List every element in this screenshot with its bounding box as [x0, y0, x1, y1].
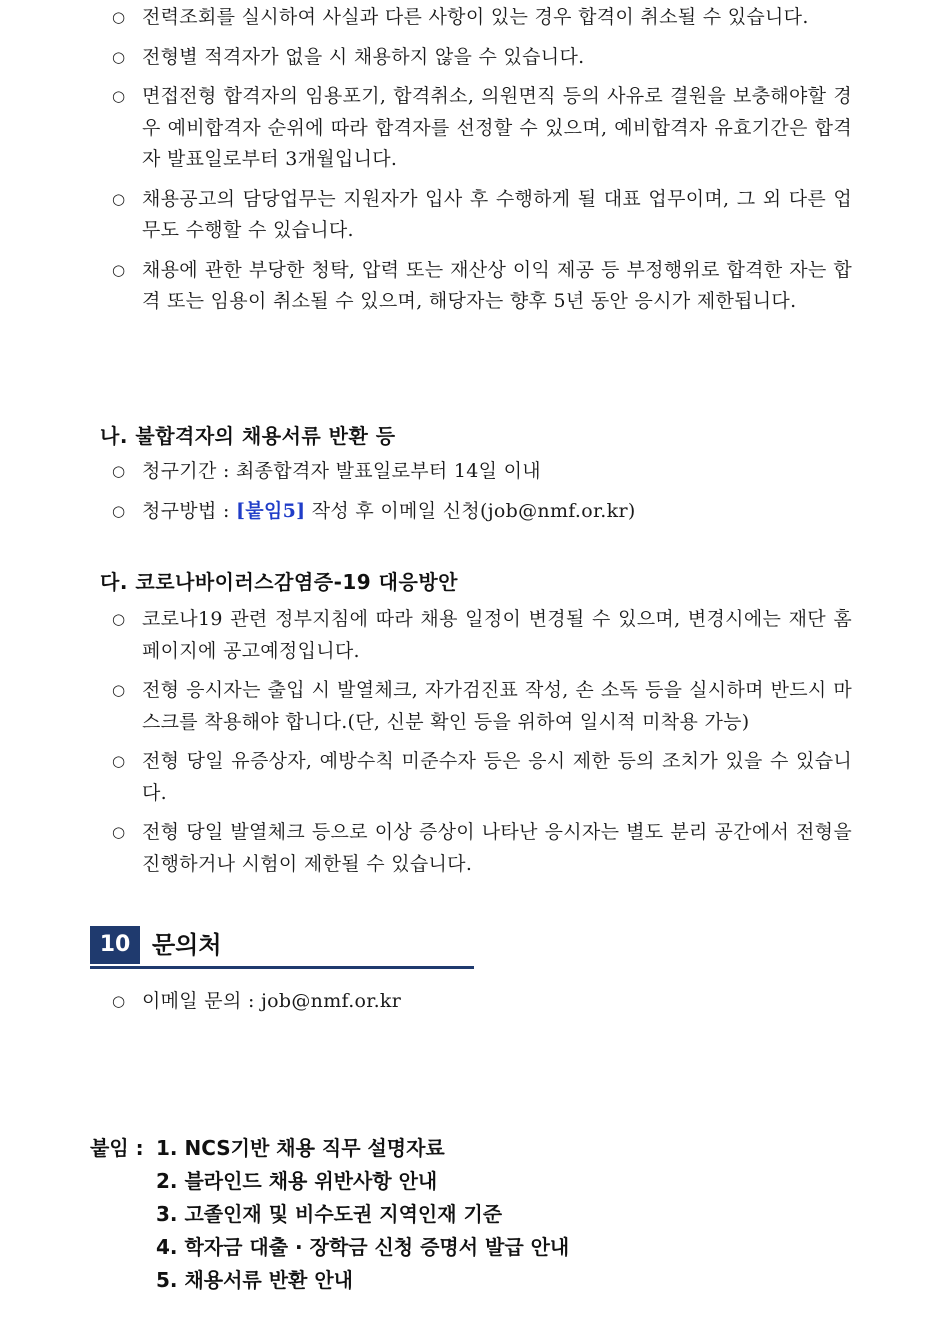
circle-bullet-icon: ○ — [112, 610, 126, 628]
contact-list — [112, 986, 852, 1026]
attachment-item: 5. 채용서류 반환 안내 — [156, 1268, 353, 1292]
chapter-title: 문의처 — [152, 931, 222, 959]
claim-period-item — [112, 456, 852, 488]
notice-bullet — [112, 42, 852, 74]
covid-bullet — [112, 675, 852, 738]
attachment-reference: [붙임5] — [236, 499, 306, 522]
notice-bullet — [112, 255, 852, 318]
attachment-item: 3. 고졸인재 및 비수도권 지역인재 기준 — [156, 1202, 503, 1226]
circle-bullet-icon: ○ — [112, 462, 126, 480]
attachment-item: 2. 블라인드 채용 위반사항 안내 — [156, 1169, 438, 1193]
claim-method-prefix: 청구방법 : — [142, 499, 236, 522]
contact-email-text: 이메일 문의 : job@nmf.or.kr — [142, 990, 402, 1012]
circle-bullet-icon: ○ — [112, 681, 126, 699]
notice-bullet — [112, 184, 852, 247]
attachments-label: 붙임 : — [90, 1136, 144, 1160]
attachment-item: 4. 학자금 대출 · 장학금 신청 증명서 발급 안내 — [156, 1235, 570, 1259]
document-return-list — [112, 456, 852, 535]
circle-bullet-icon: ○ — [112, 87, 126, 105]
chapter-heading-contact — [90, 926, 474, 969]
section-heading-document-return: 나. 불합격자의 채용서류 반환 등 — [100, 424, 396, 448]
attachments-list — [156, 1132, 756, 1297]
covid-bullet — [112, 604, 852, 667]
notice-bullet — [112, 2, 852, 34]
bullet-text: 청구기간 : 최종합격자 발표일로부터 14일 이내 — [142, 460, 541, 482]
circle-bullet-icon: ○ — [112, 47, 126, 66]
covid-bullet — [112, 817, 852, 880]
bullet-text: 전형 응시자는 출입 시 발열체크, 자가검진표 작성, 손 소독 등을 실시하며 반드시 마스크를 착용해야 합니다.(단, 신분 확인 등을 위하여 일시적 미착용 가능) — [142, 679, 852, 733]
circle-bullet-icon: ○ — [112, 189, 126, 208]
bullet-text: 전력조회를 실시하여 사실과 다른 사항이 있는 경우 합격이 취소될 수 있습니다. — [142, 6, 809, 28]
circle-bullet-icon: ○ — [112, 501, 126, 520]
contact-email-item — [112, 986, 852, 1018]
notice-bullet — [112, 81, 852, 176]
claim-method-item — [112, 496, 852, 528]
notice-bullet-list — [112, 2, 852, 326]
circle-bullet-icon: ○ — [112, 992, 126, 1010]
circle-bullet-icon: ○ — [112, 823, 126, 841]
bullet-text: 전형 당일 유증상자, 예방수칙 미준수자 등은 응시 제한 등의 조치가 있을 수 있습니다. — [142, 750, 852, 804]
bullet-text: 전형별 적격자가 없을 시 채용하지 않을 수 있습니다. — [142, 45, 585, 68]
chapter-number-badge: 10 — [90, 926, 140, 964]
circle-bullet-icon: ○ — [112, 752, 126, 770]
circle-bullet-icon: ○ — [112, 260, 126, 279]
attachment-item: 1. NCS기반 채용 직무 설명자료 — [156, 1136, 445, 1160]
bullet-text: 채용공고의 담당업무는 지원자가 입사 후 수행하게 될 대표 업무이며, 그 외 다른 업무도 수행할 수 있습니다. — [142, 187, 852, 241]
bullet-text: 채용에 관한 부당한 청탁, 압력 또는 재산상 이익 제공 등 부정행위로 합격한 자는 합격 또는 임용이 취소될 수 있으며, 해당자는 향후 5년 동안 응시가 제한됩니다. — [142, 258, 852, 312]
claim-method-suffix: 작성 후 이메일 신청(job@nmf.or.kr) — [305, 499, 636, 522]
circle-bullet-icon: ○ — [112, 8, 126, 26]
covid-bullet-list — [112, 604, 852, 888]
bullet-text: 면접전형 합격자의 임용포기, 합격취소, 의원면직 등의 사유로 결원을 보충해야할 경우 예비합격자 순위에 따라 합격자를 선정할 수 있으며, 예비합격자 유효기간은 합격자 발표일로부터 3개월입니다. — [142, 85, 852, 170]
section-heading-covid: 다. 코로나바이러스감염증-19 대응방안 — [100, 570, 458, 594]
bullet-text: 전형 당일 발열체크 등으로 이상 증상이 나타난 응시자는 별도 분리 공간에서 전형을 진행하거나 시험이 제한될 수 있습니다. — [142, 821, 852, 875]
covid-bullet — [112, 746, 852, 809]
bullet-text: 코로나19 관련 정부지침에 따라 채용 일정이 변경될 수 있으며, 변경시에는 재단 홈페이지에 공고예정입니다. — [142, 608, 852, 662]
